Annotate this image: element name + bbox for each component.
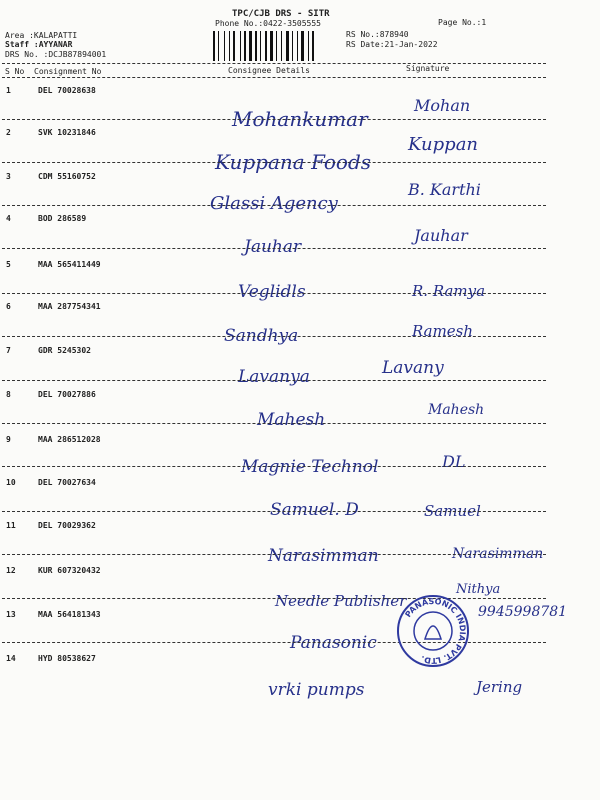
row-number: 11	[6, 521, 16, 530]
row-divider	[2, 423, 546, 424]
row-divider	[2, 162, 546, 163]
consignment-number: MAA 565411449	[38, 260, 101, 269]
consignee-name: vrki pumps	[268, 680, 365, 700]
consignee-name: Narasimman	[268, 546, 379, 566]
consignment-number: MAA 564181343	[38, 610, 101, 619]
consignee-name: Needle Publisher	[275, 592, 407, 610]
signature: Mahesh	[428, 402, 485, 418]
signature: Lavany	[382, 358, 444, 378]
consignee-name: Mohankumar	[232, 107, 368, 131]
row-number: 13	[6, 610, 16, 619]
col-header-sno: S No	[5, 67, 25, 76]
consignee-name: Sandhya	[224, 326, 299, 346]
consignment-number: DEL 70028638	[38, 86, 96, 95]
signature: Samuel	[424, 502, 481, 520]
row-number: 4	[6, 214, 11, 223]
row-divider	[2, 511, 546, 512]
drs-number: DRS No. :DCJB87894001	[5, 50, 107, 59]
row-divider	[2, 248, 546, 249]
row-number: 5	[6, 260, 11, 269]
row-divider	[2, 293, 546, 294]
consignment-number: SVK 10231846	[38, 128, 96, 137]
report-title: TPC/CJB DRS - SITR	[232, 9, 330, 19]
barcode	[213, 31, 337, 61]
row-divider	[2, 119, 546, 120]
consignment-number: HYD 80538627	[38, 654, 96, 663]
row-number: 2	[6, 128, 11, 137]
signature: Jauhar	[414, 226, 468, 245]
consignment-number: KUR 607320432	[38, 566, 101, 575]
page-number: Page No.:1	[438, 18, 487, 27]
consignee-name: Samuel. D	[270, 500, 359, 520]
signature: Mohan	[414, 96, 471, 115]
signature: Ramesh	[412, 322, 474, 340]
consignment-number: MAA 286512028	[38, 435, 101, 444]
row-divider	[2, 466, 546, 467]
signature: Nithya	[456, 582, 501, 597]
rs-number: RS No.:878940	[346, 30, 409, 39]
row-divider	[2, 554, 546, 555]
consignee-name: Mahesh	[257, 410, 326, 430]
row-number: 8	[6, 390, 11, 399]
consignee-name: Glassi Agency	[210, 193, 338, 214]
signature: Narasimman	[452, 546, 544, 562]
signature: Jering	[476, 678, 523, 696]
row-number: 6	[6, 302, 11, 311]
consignee-name: Jauhar	[244, 237, 302, 257]
consignment-number: CDM 55160752	[38, 172, 96, 181]
area-label: Area :KALAPATTI	[5, 31, 78, 40]
row-divider	[2, 205, 546, 206]
consignee-name: Veglidls	[238, 282, 306, 302]
stamp-text: PANASONIC INDIA PVT. LTD.	[403, 596, 468, 666]
row-number: 7	[6, 346, 11, 355]
signature: 9945998781	[478, 604, 568, 620]
company-stamp	[395, 593, 471, 669]
signature: B. Karthi	[408, 180, 481, 199]
consignee-name: Lavanya	[238, 367, 310, 387]
consignee-name: Panasonic	[290, 633, 377, 653]
col-header-consignment: Consignment No	[34, 67, 102, 76]
consignee-name: Kuppana Foods	[215, 150, 372, 174]
row-number: 14	[6, 654, 16, 663]
signature: Kuppan	[408, 134, 479, 155]
rs-date: RS Date:21-Jan-2022	[346, 40, 438, 49]
row-number: 10	[6, 478, 16, 487]
row-number: 3	[6, 172, 11, 181]
consignment-number: BOD 286589	[38, 214, 87, 223]
phone-number: Phone No.:0422-3505555	[215, 19, 321, 28]
row-divider	[2, 336, 546, 337]
consignment-number: DEL 70027634	[38, 478, 96, 487]
col-header-signature: Signature	[406, 64, 450, 73]
consignment-number: DEL 70029362	[38, 521, 96, 530]
signature: R. Ramya	[412, 282, 486, 300]
row-number: 1	[6, 86, 11, 95]
row-divider	[2, 380, 546, 381]
row-number: 9	[6, 435, 11, 444]
col-header-consignee: Consignee Details	[228, 66, 310, 75]
consignee-name: Magnie Technol	[241, 457, 379, 477]
staff-label: Staff :AYYANAR	[5, 40, 73, 49]
row-number: 12	[6, 566, 16, 575]
consignment-number: DEL 70027886	[38, 390, 96, 399]
consignment-number: GDR 5245302	[38, 346, 91, 355]
consignment-number: MAA 287754341	[38, 302, 101, 311]
signature: DL	[442, 452, 466, 471]
